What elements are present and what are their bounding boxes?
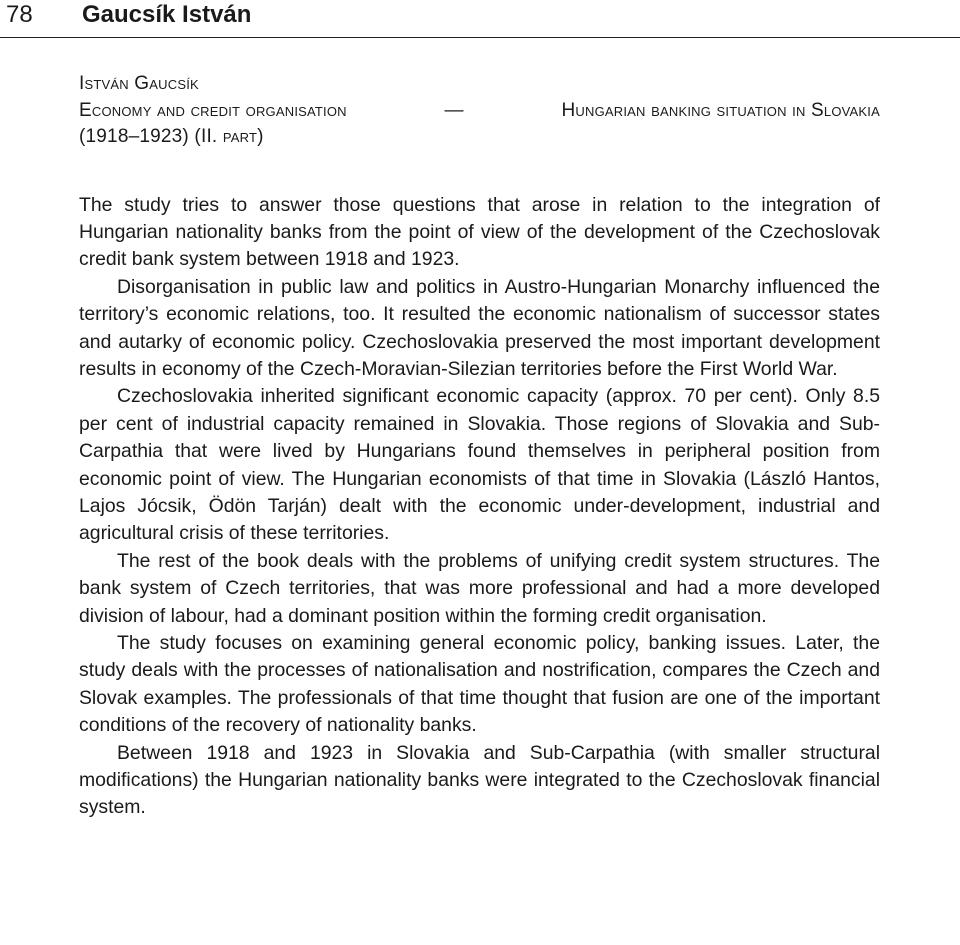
page-number: 78 xyxy=(6,1,33,28)
title-part-1: Economy and credit organisation xyxy=(79,99,347,121)
abstract-paragraph-4: The rest of the book deals with the problems of unifying credit system structures. The bank system of Czech territories, that was more professional and had a more developed division of labour, had a dominant position within the forming credit organisation. xyxy=(79,549,880,627)
abstract-paragraph-1: The study tries to answer those questions that arose in relation to the integration of Hungarian nationality banks from the point of view of the development of the Czechoslovak credit bank system between 1918 and 1923. xyxy=(79,193,880,271)
title-part-2: Hungarian banking situation in Slovakia xyxy=(561,99,880,121)
article-title xyxy=(79,98,880,125)
abstract-paragraph-2: Disorganisation in public law and politics in Austro-Hungarian Monarchy influenced the territory’s economic relations, too. It resulted the economic nationalism of successor states and autarky of economic policy. Czechoslovakia preserved the most important development results in economy of the Czech-Moravian-Silezian territories before the First World War. xyxy=(79,275,880,380)
abstract-paragraph-3: Czechoslovakia inherited significant economic capacity (approx. 70 per cent). Only 8.5 per cent of industrial capacity remained in Slovakia. Those regions of Slovakia and Sub-Carpathia that were lived by Hungarians found themselves in peripheral position from economic point of view. The Hungarian economists of that time in Slovakia (László Hantos, Lajos Jócsik, Ödön Tarján) dealt with the economic under-development, industrial and agricultural crisis of these territories. xyxy=(79,385,880,545)
article-author: István Gaucsík xyxy=(79,73,199,94)
abstract-paragraph-6: Between 1918 and 1923 in Slovakia and Sub-Carpathia (with smaller structural modifications) the Hungarian nationality banks were integrated to the Czechoslovak financial system. xyxy=(79,741,880,819)
running-head xyxy=(0,0,960,38)
title-dash: — xyxy=(444,99,464,121)
abstract-paragraph-5: The study focuses on examining general economic policy, banking issues. Later, the study deals with the processes of nationalisation and nostrification, compares the Czech and Slovak examples. The professionals of that time thought that fusion are one of the important conditions of the recovery of nationality banks. xyxy=(79,632,880,737)
article xyxy=(79,71,880,822)
running-head-author: Gaucsík István xyxy=(82,1,252,28)
abstract xyxy=(79,192,880,822)
article-title-continued: (1918–1923) (II. part) xyxy=(79,126,264,147)
